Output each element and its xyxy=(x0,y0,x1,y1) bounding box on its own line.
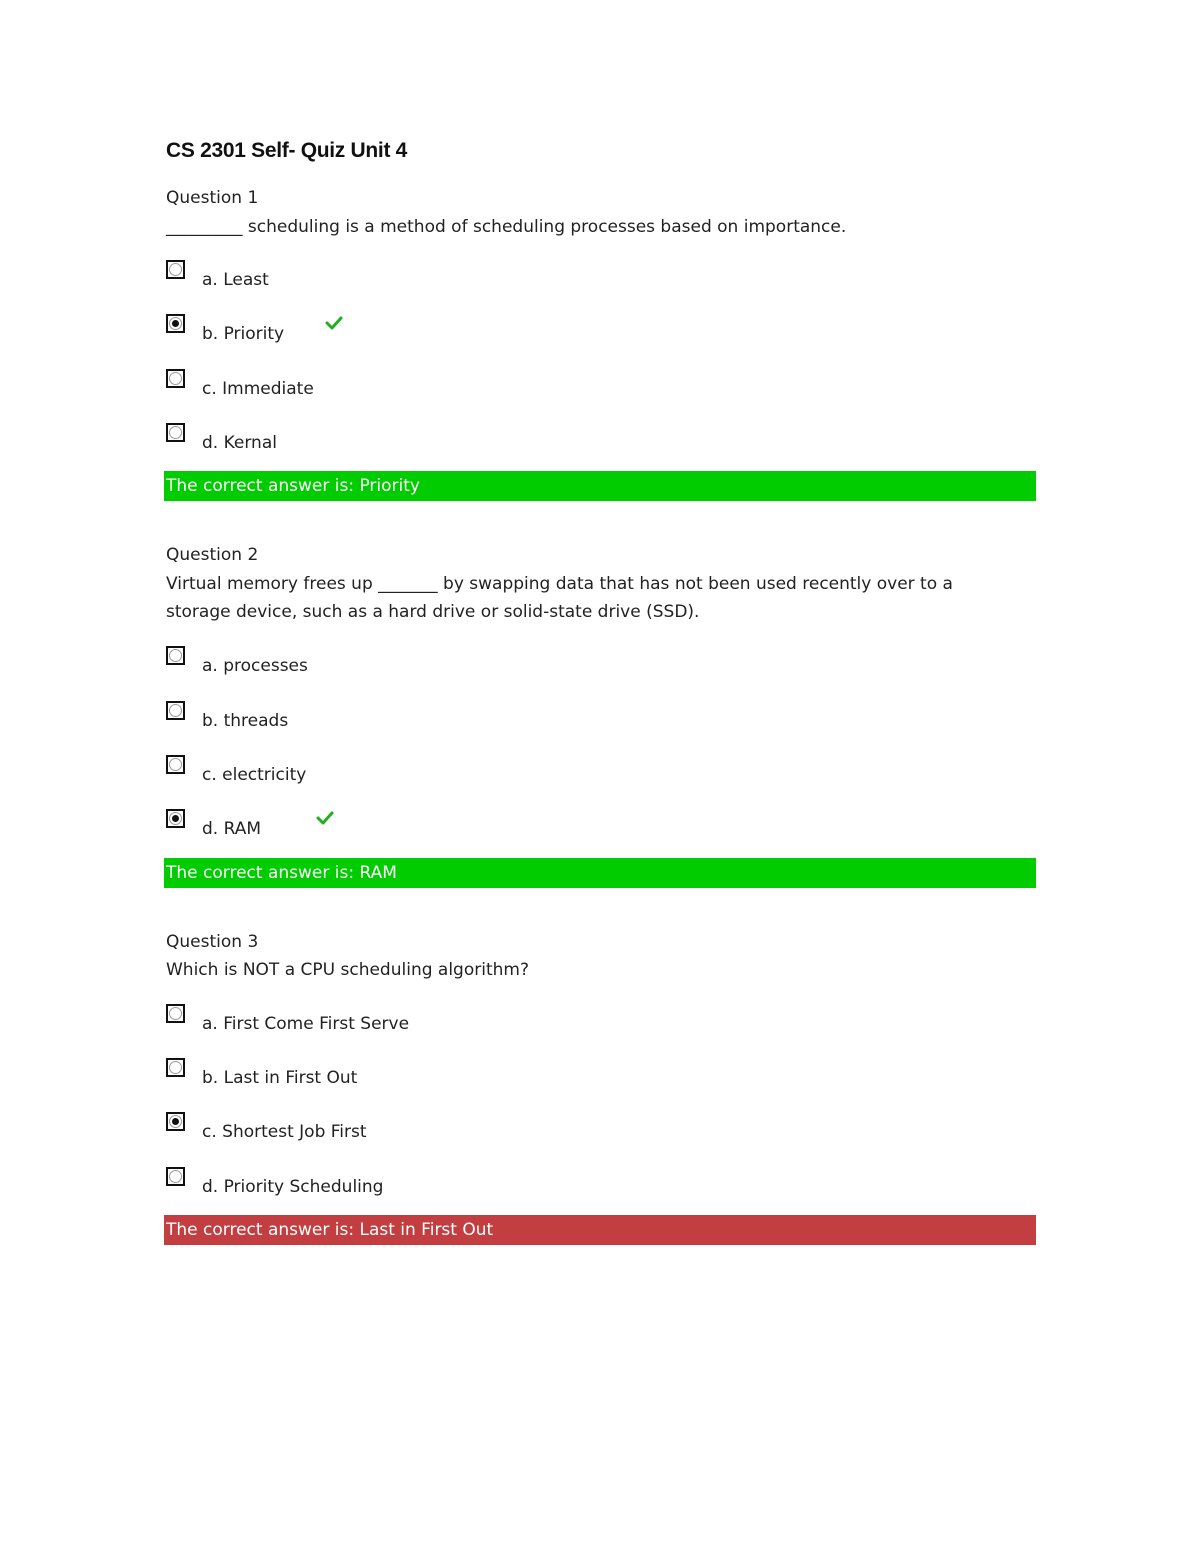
question-2-option-c[interactable] xyxy=(166,761,566,789)
radio-button[interactable] xyxy=(166,1112,185,1131)
option-label: a. Least xyxy=(202,270,269,290)
radio-button[interactable] xyxy=(166,646,185,665)
option-label: a. processes xyxy=(202,656,308,676)
question-1-option-b[interactable] xyxy=(166,320,566,348)
question-1-text: _________ scheduling is a method of scheduling processes based on importance. xyxy=(166,217,847,237)
question-3-text: Which is NOT a CPU scheduling algorithm? xyxy=(166,960,529,980)
checkmark-icon xyxy=(316,811,334,825)
radio-button[interactable] xyxy=(166,701,185,720)
checkmark-icon xyxy=(325,316,343,330)
question-2-label: Question 2 xyxy=(166,545,259,565)
question-1-option-d[interactable] xyxy=(166,429,566,457)
question-3-option-c[interactable] xyxy=(166,1118,566,1146)
option-label: b. Priority xyxy=(202,324,285,344)
question-2-feedback: The correct answer is: RAM xyxy=(164,858,1036,888)
question-3-option-a[interactable] xyxy=(166,1010,566,1038)
radio-button[interactable] xyxy=(166,423,185,442)
option-label: a. First Come First Serve xyxy=(202,1014,410,1034)
question-1-option-a[interactable] xyxy=(166,266,566,294)
radio-button[interactable] xyxy=(166,369,185,388)
question-1-label: Question 1 xyxy=(166,188,259,208)
option-label: d. Kernal xyxy=(202,433,277,453)
question-2-text: Virtual memory frees up _______ by swapping data that has not been used recently over to a storage device, such as a hard drive or solid-state drive (SSD). xyxy=(166,574,953,622)
radio-button[interactable] xyxy=(166,1167,185,1186)
question-3-option-d[interactable] xyxy=(166,1173,566,1201)
radio-button[interactable] xyxy=(166,755,185,774)
radio-button[interactable] xyxy=(166,1004,185,1023)
option-label: c. Immediate xyxy=(202,379,314,399)
page-title: CS 2301 Self- Quiz Unit 4 xyxy=(166,139,408,162)
question-3-feedback: The correct answer is: Last in First Out xyxy=(164,1215,1036,1245)
radio-button[interactable] xyxy=(166,809,185,828)
question-1-feedback: The correct answer is: Priority xyxy=(164,471,1036,501)
option-label: c. Shortest Job First xyxy=(202,1122,367,1142)
option-label: b. Last in First Out xyxy=(202,1068,358,1088)
radio-button[interactable] xyxy=(166,260,185,279)
question-2-option-a[interactable] xyxy=(166,652,566,680)
radio-button[interactable] xyxy=(166,314,185,333)
option-label: d. RAM xyxy=(202,819,262,839)
option-label: c. electricity xyxy=(202,765,307,785)
question-2-option-d[interactable] xyxy=(166,815,566,843)
question-3-label: Question 3 xyxy=(166,932,259,952)
question-1-option-c[interactable] xyxy=(166,375,566,403)
option-label: d. Priority Scheduling xyxy=(202,1177,384,1197)
question-2-option-b[interactable] xyxy=(166,707,566,735)
option-label: b. threads xyxy=(202,711,289,731)
question-3-option-b[interactable] xyxy=(166,1064,566,1092)
radio-button[interactable] xyxy=(166,1058,185,1077)
